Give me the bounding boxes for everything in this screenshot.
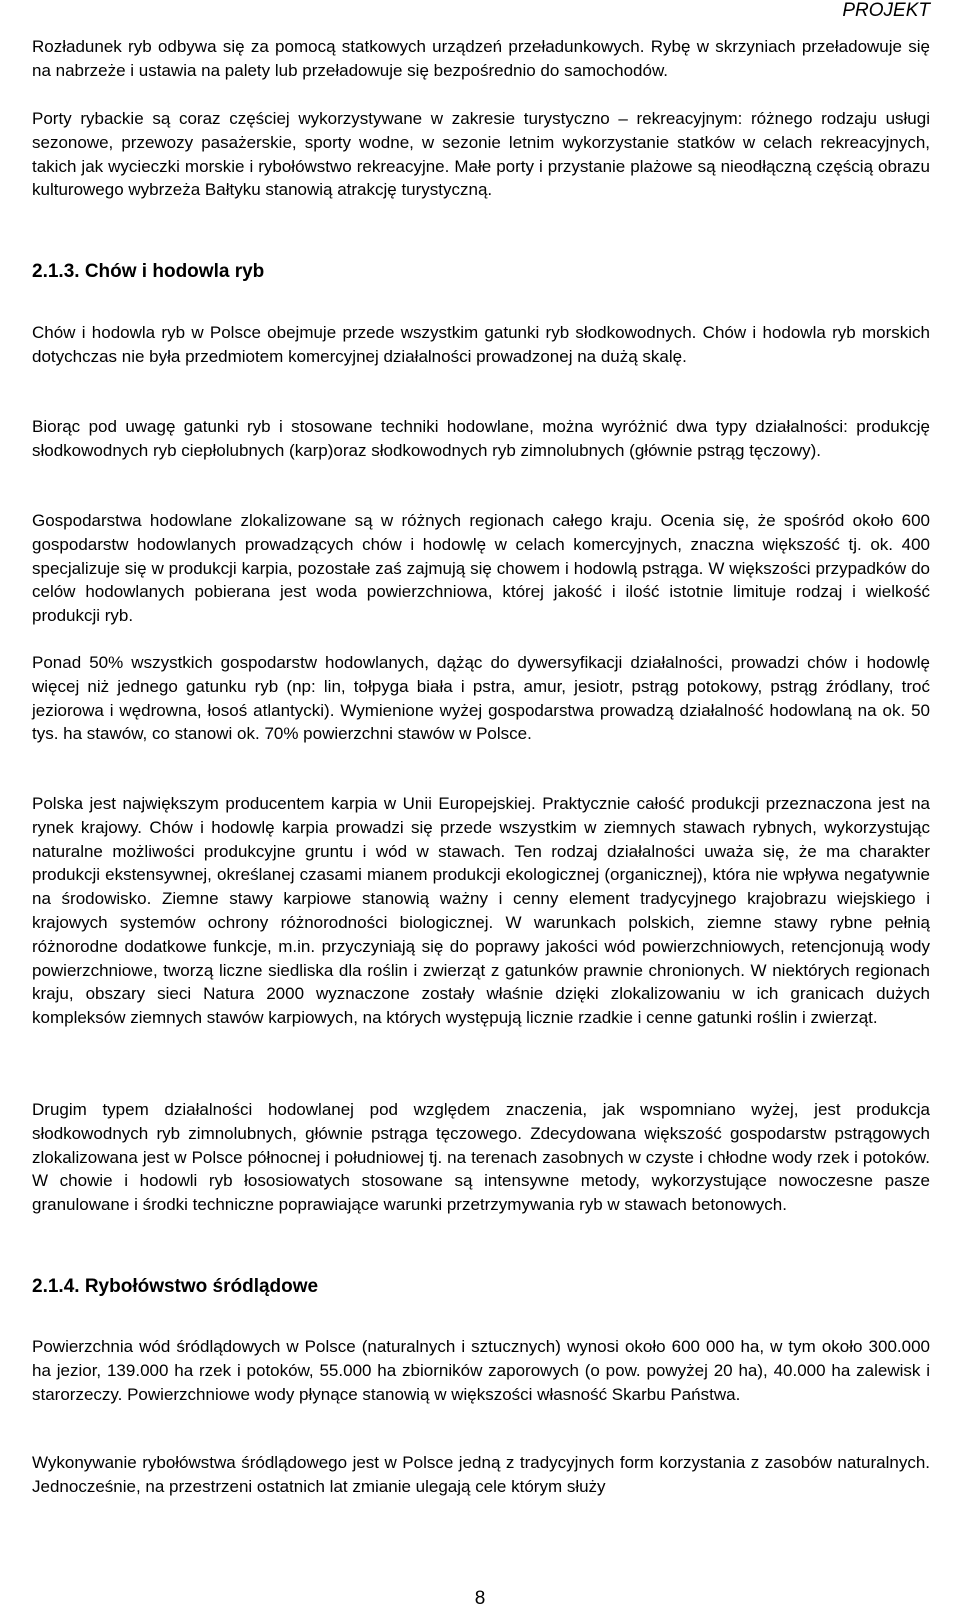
section-heading-2-1-3: 2.1.3. Chów i hodowla ryb [32, 261, 265, 282]
paragraph-aquaculture-types: Biorąc pod uwagę gatunki ryb i stosowane techniki hodowlane, można wyróżnić dwa typy działalności: produkcję słodkowodnych ryb ciepłolubnych (karp)oraz słodkowodnych ryb zimnolubnych (głównie pstrąg tęczowy). [32, 417, 930, 460]
paragraph-fish-unloading: Rozładunek ryb odbywa się za pomocą statkowych urządzeń przeładunkowych. Rybę w skrzyniach przeładowuje się na nabrzeże i ustawia na palety lub przeładowuje się bezpośrednio do samochodów. [32, 37, 930, 80]
section-heading-2-1-4: 2.1.4. Rybołówstwo śródlądowe [32, 1276, 319, 1297]
paragraph-inland-waters: Powierzchnia wód śródlądowych w Polsce (naturalnych i sztucznych) wynosi około 600 000 ha, w tym około 300.000 ha jezior, 139.000 ha rzek i potoków, 55.000 ha zbiorników zaporowych (o pow. powyżej 20 ha), 40.000 ha zalewisk i starorzeczy. Powierzchniowe wody płynące stanowią w większości własność Skarbu Państwa. [32, 1337, 930, 1404]
paragraph-inland-fishing: Wykonywanie rybołówstwa śródlądowego jest w Polsce jedną z tradycyjnych form korzystania z zasobów naturalnych. Jednocześnie, na przestrzeni ostatnich lat zmianie ulegają cele którym służy [32, 1453, 930, 1496]
paragraph-farm-locations: Gospodarstwa hodowlane zlokalizowane są w różnych regionach całego kraju. Ocenia się, że spośród około 600 gospodarstw hodowlanych prowadzących chów i hodowlę w celach komercyjnych, znaczna większość tj. ok. 400 specjalizuje się w produkcji karpia, pozostałe zaś zajmują się chowem i hodowlą pstrąga. W większości przypadków do celów hodowlanych pobierana jest woda powierzchniowa, której jakość i ilość istotnie limituje rodzaj i wielkość produkcji ryb. [32, 511, 930, 626]
page-number: 8 [474, 1588, 486, 1609]
paragraph-trout-production: Drugim typem działalności hodowlanej pod względem znaczenia, jak wspomniano wyżej, jest produkcja słodkowodnych ryb zimnolubnych, głównie pstrąga tęczowego. Zdecydowana większość gospodarstw pstrągowych zlokalizowana jest w Polsce północnej i południowej tj. na terenach zasobnych w czyste i chłodne wody rzek i potoków. W chowie i hodowli ryb łososiowatych stosowane są intensywne metody, wykorzystujące nowoczesne pasze granulowane i środki techniczne poprawiające warunki przetrzymywania ryb w stawach betonowych. [32, 1100, 930, 1215]
paragraph-diversification: Ponad 50% wszystkich gospodarstw hodowlanych, dążąc do dywersyfikacji działalności, prowadzi chów i hodowlę więcej niż jednego gatunku ryb (np: lin, tołpyga biała i pstra, amur, jesiotr, pstrąg potokowy, pstrąg źródlany, troć jeziorowa i wędrowna, łosoś atlantycki). Wymienione wyżej gospodarstwa prowadzą działalność hodowlaną na ok. 50 tys. ha stawów, co stanowi ok. 70% powierzchni stawów w Polsce. [32, 653, 930, 744]
paragraph-carp-production: Polska jest największym producentem karpia w Unii Europejskiej. Praktycznie całość produkcji przeznaczona jest na rynek krajowy. Chów i hodowlę karpia prowadzi się przede wszystkim w ziemnych stawach rybnych, wykorzystując naturalne możliwości produkcyjne gruntu i wód w stawach. Ten rodzaj działalności uważa się, że ma charakter produkcji ekstensywnej, określanej czasami mianem produkcji ekologicznej (organicznej), która nie wpływa negatywnie na środowisko. Ziemne stawy karpiowe stanowią ważny i cenny element tradycyjnego krajobrazu wiejskiego i krajowych systemów ochrony różnorodności biologicznej. W warunkach polskich, ziemne stawy rybne pełnią różnorodne dodatkowe funkcje, m.in. przyczyniają się do poprawy jakości wód powierzchniowych, retencjonują wody powierzchniowe, tworzą liczne siedliska dla roślin i zwierząt z gatunków prawnie chronionych. W niektórych regionach kraju, obszary sieci Natura 2000 wyznaczone zostały właśnie dzięki zlokalizowaniu w ich granicach dużych kompleksów ziemnych stawów karpiowych, na których występują licznie rzadkie i cenne gatunki roślin i zwierząt. [32, 794, 930, 1028]
header-label: PROJEKT [842, 0, 930, 21]
paragraph-aquaculture-intro: Chów i hodowla ryb w Polsce obejmuje przede wszystkim gatunki ryb słodkowodnych. Chów i hodowla ryb morskich dotychczas nie była przedmiotem komercyjnej działalności prowadzonej na dużą skalę. [32, 323, 930, 366]
paragraph-fishing-ports-tourism: Porty rybackie są coraz częściej wykorzystywane w zakresie turystyczno – rekreacyjnym: różnego rodzaju usługi sezonowe, przewozy pasażerskie, sporty wodne, w sezonie letnim wykorzystanie statków w celach rekreacyjnych, takich jak wycieczki morskie i rybołówstwo rekreacyjne. Małe porty i przystanie plażowe są nieodłączną częścią obrazu kulturowego wybrzeża Bałtyku stanowią atrakcję turystyczną. [32, 109, 930, 200]
